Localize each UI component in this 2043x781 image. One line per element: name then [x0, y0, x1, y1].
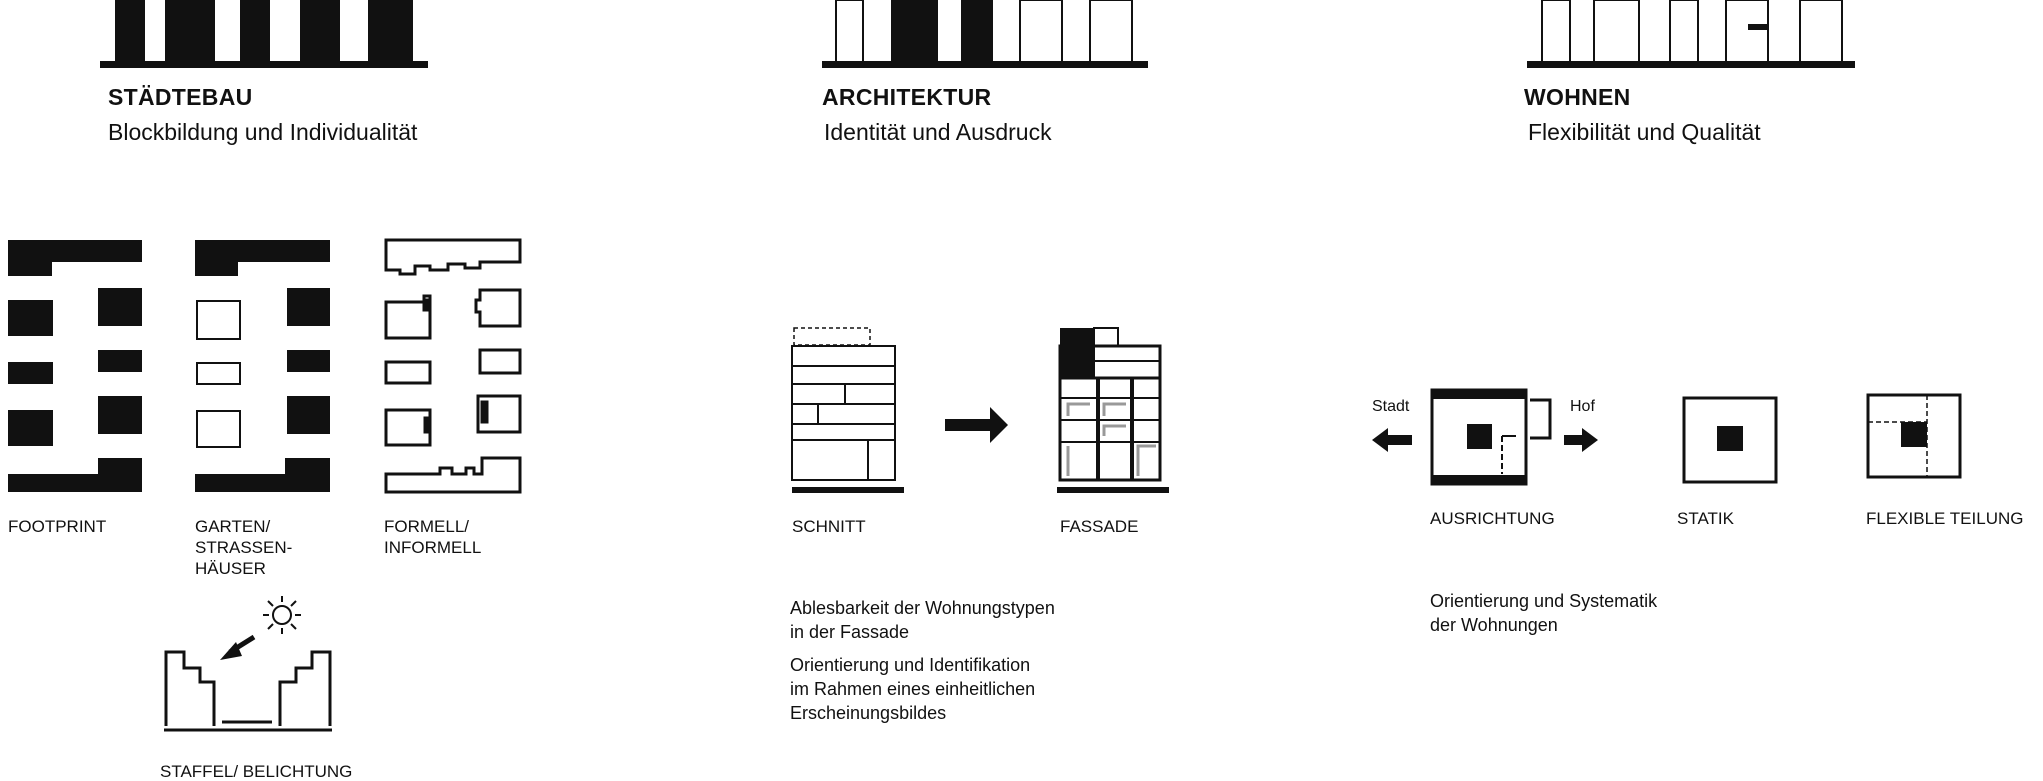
- section-subtitle-architektur: Identität und Ausdruck: [824, 119, 1052, 145]
- formell-plan: [386, 240, 520, 492]
- architektur-paragraph-1: [790, 596, 1055, 644]
- arrow-right-icon: [945, 407, 1008, 443]
- staffel-diagram: [164, 596, 332, 730]
- flexible-teilung-diagram: [1868, 395, 1960, 477]
- garten-plan: [195, 240, 330, 492]
- paragraph-line: Erscheinungsbildes: [790, 703, 947, 723]
- paragraph-line: Orientierung und Systematik: [1430, 591, 1658, 611]
- section-subtitle-staedtebau: Blockbildung und Individualität: [108, 119, 418, 145]
- paragraph-line: im Rahmen eines einheitlichen: [790, 679, 1036, 699]
- architektur-header-icon: [822, 0, 1148, 68]
- architektur-paragraph-2: [790, 653, 1035, 725]
- caption-line: HÄUSER: [195, 559, 266, 578]
- caption-line: INFORMELL: [384, 538, 482, 557]
- label-hof: Hof: [1570, 398, 1595, 415]
- wohnen-header-icon: [1527, 0, 1855, 68]
- staedtebau-header-icon: [100, 0, 428, 68]
- caption-line: FORMELL/: [384, 517, 470, 536]
- stadt-arrow-icon: [1372, 428, 1412, 452]
- caption-statik: STATIK: [1677, 509, 1734, 528]
- wohnen-paragraph: [1430, 589, 1657, 637]
- caption-formell: [384, 516, 481, 558]
- paragraph-line: Orientierung und Identifikation: [790, 655, 1031, 675]
- section-subtitle-wohnen: Flexibilität und Qualität: [1528, 119, 1761, 145]
- caption-schnitt: SCHNITT: [792, 517, 866, 536]
- paragraph-line: der Wohnungen: [1430, 615, 1558, 635]
- label-stadt: Stadt: [1372, 398, 1410, 415]
- section-title-wohnen: WOHNEN: [1524, 84, 1631, 110]
- caption-garten: [195, 516, 292, 579]
- schnitt-diagram: [792, 328, 904, 493]
- hof-arrow-icon: [1564, 428, 1598, 452]
- fassade-diagram: [1057, 328, 1169, 493]
- caption-footprint: [8, 516, 106, 537]
- paragraph-line: Ablesbarkeit der Wohnungstypen: [790, 598, 1055, 618]
- caption-line: STAFFEL/ BELICHTUNG: [160, 762, 353, 781]
- caption-fassade: FASSADE: [1060, 517, 1139, 536]
- caption-line: STRASSEN-: [195, 538, 293, 557]
- section-title-staedtebau: STÄDTEBAU: [108, 84, 253, 110]
- paragraph-line: in der Fassade: [790, 622, 910, 642]
- footprint-plan: [8, 240, 142, 492]
- caption-line: GARTEN/: [195, 517, 271, 536]
- statik-diagram: [1684, 398, 1776, 482]
- ausrichtung-diagram: [1432, 390, 1550, 484]
- caption-ausrichtung: AUSRICHTUNG: [1430, 509, 1555, 528]
- caption-flexible-teilung: FLEXIBLE TEILUNG: [1866, 509, 2024, 528]
- section-title-architektur: ARCHITEKTUR: [822, 84, 992, 110]
- caption-line: FOOTPRINT: [8, 517, 107, 536]
- caption-staffel: [160, 764, 352, 780]
